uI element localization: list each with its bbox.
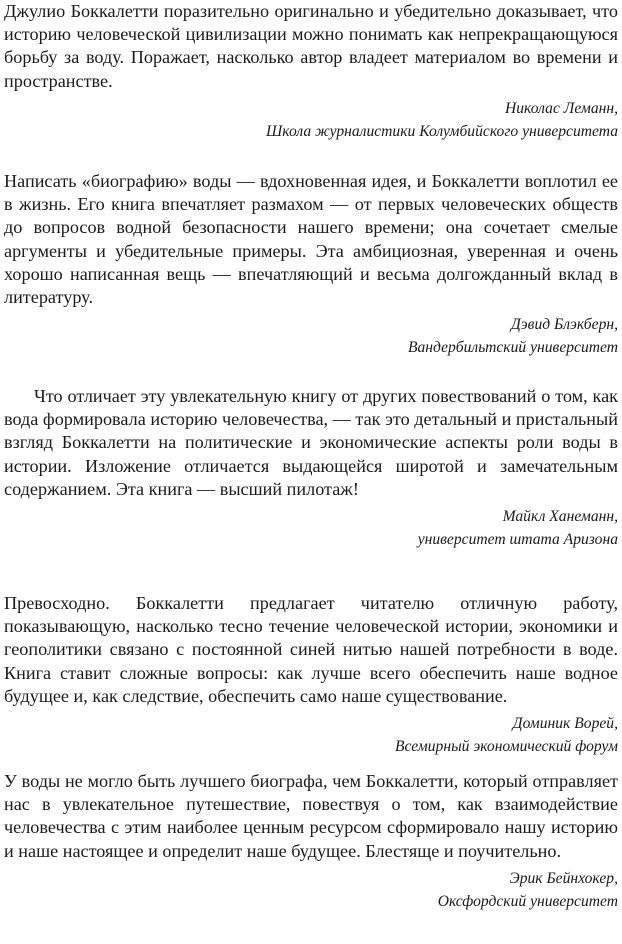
- review-attribution: [4, 97, 618, 143]
- reviewer-affiliation: Оксфордский университет: [437, 892, 618, 910]
- review-blurb: [4, 770, 618, 913]
- review-attribution: [4, 712, 618, 758]
- review-blurb: [4, 0, 618, 143]
- reviewer-affiliation: университет штата Аризона: [417, 531, 618, 549]
- reviewer-name: Дэвид Блэкберн,: [510, 316, 618, 334]
- reviewer-affiliation: Всемирный экономический форум: [395, 738, 618, 756]
- review-attribution: [4, 867, 618, 913]
- review-attribution: [4, 505, 618, 551]
- reviewer-name: Доминик Ворей,: [512, 715, 618, 733]
- review-blurb: [4, 592, 618, 758]
- review-text: Превосходно. Боккалетти предлагает читателю отличную работу, показывающую, насколько тесно течение человеческой истории, экономики и геополитики связано с постоянной синей нитью нашей потребности в воде. Книга ставит сложные вопросы: как лучше всего обеспечить наше водное будущее и, как следствие, обеспечить само наше существование.: [4, 593, 618, 706]
- reviewer-affiliation: Школа журналистики Колумбийского университета: [266, 122, 618, 140]
- reviewer-name: Николас Леманн,: [505, 99, 618, 117]
- review-attribution: [4, 313, 618, 359]
- review-text: Джулио Боккалетти поразительно оригинально и убедительно доказывает, что историю человеческой цивилизации можно понимать как непрекращающуюся борьбу за воду. Поражает, насколько автор владеет материалом во времени и пространстве.: [4, 1, 618, 91]
- review-text: Написать «биографию» воды — вдохновенная идея, и Боккалетти воплотил ее в жизнь. Его книга впечатляет размахом — от первых человеческих обществ до вопросов водной безопасности нашего времени; она сочетает смелые аргументы и убедительные примеры. Эта амбициозная, уверенная и очень хорошо написанная вещь — впечатляющий и весьма долгожданный вклад в литературу.: [4, 171, 618, 308]
- review-text: Что отличает эту увлекательную книгу от других повествований о том, как вода формировала историю человечества, — так это детальный и пристальный взгляд Боккалетти на политические и экономические аспекты роли воды в истории. Изложение отличается выдающейся широтой и замечательным содержанием. Эта книга — высший пилотаж!: [4, 386, 618, 499]
- reviewer-name: Майкл Ханеманн,: [502, 508, 618, 526]
- reviewer-affiliation: Вандербильтский университет: [407, 339, 618, 357]
- review-text: У воды не могло быть лучшего биографа, чем Боккалетти, который отправляет нас в увлекательное путешествие, повествуя о том, как взаимодействие человечества с этим наиболее ценным ресурсом сформировало нашу историю и наше настоящее и определит наше будущее. Блестяще и поучительно.: [4, 771, 618, 861]
- reviewer-name: Эрик Бейнхокер,: [509, 869, 618, 887]
- review-blurb: [4, 385, 618, 551]
- review-blurb: [4, 170, 618, 359]
